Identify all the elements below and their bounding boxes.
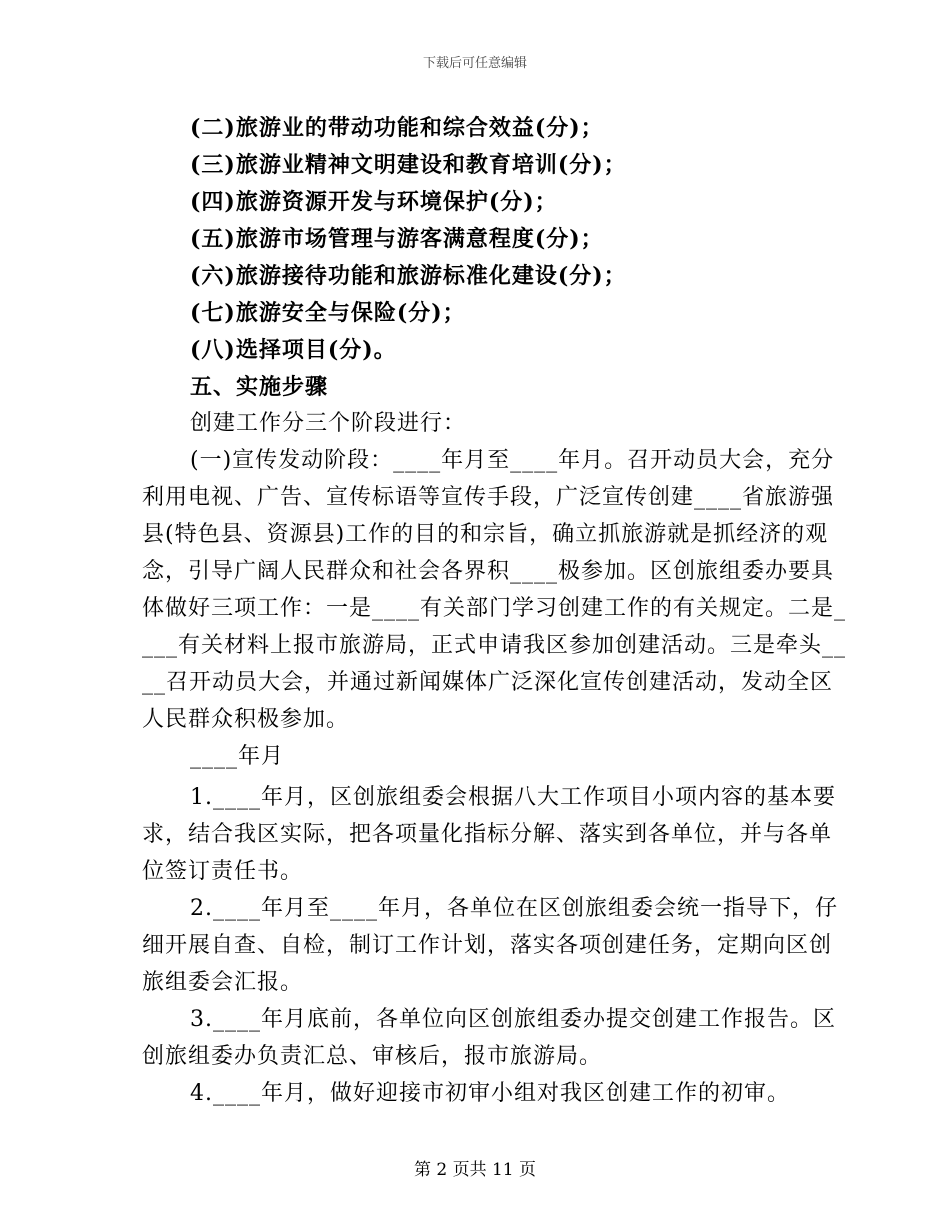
body-line: (八)选择项目(分)。 xyxy=(190,337,397,363)
body-line: 人民群众积极参加。 xyxy=(142,707,350,732)
body-line: 县(特色县、资源县)工作的目的和宗旨，确立抓旅游就是抓经济的观 xyxy=(142,522,829,547)
body-line: 求，结合我区实际，把各项量化指标分解、落实到各单位，并与各单 xyxy=(142,822,833,847)
body-line: 3.____年月底前，各单位向区创旅组委办提交创建工作报告。区 xyxy=(190,1007,836,1032)
body-line: (七)旅游安全与保险(分)； xyxy=(190,300,466,326)
body-line: (六)旅游接待功能和旅游标准化建设(分)； xyxy=(190,263,627,289)
body-line: 细开展自查、自检，制订工作计划，落实各项创建任务，定期向区创 xyxy=(142,933,833,958)
body-line: 2.____年月至____年月，各单位在区创旅组委会统一指导下，仔 xyxy=(190,896,838,921)
body-line: 创建工作分三个阶段进行： xyxy=(190,411,467,436)
body-line: 位签订责任书。 xyxy=(142,859,304,884)
page-header: 下载后可任意编辑 xyxy=(422,56,527,71)
body-line: (一)宣传发动阶段：____年月至____年月。召开动员大会，充分 xyxy=(190,448,835,473)
body-line: 创旅组委办负责汇总、审核后，报市旅游局。 xyxy=(142,1044,603,1069)
body-line: 利用电视、广告、宣传标语等宣传手段，广泛宣传创建____省旅游强 xyxy=(142,485,835,510)
body-line: (三)旅游业精神文明建设和教育培训(分)； xyxy=(190,152,627,178)
body-line: 旅组委会汇报。 xyxy=(142,970,304,995)
body-line: (五)旅游市场管理与游客满意程度(分)； xyxy=(190,226,604,252)
body-line: ____年月 xyxy=(190,744,285,769)
body-line: ___有关材料上报市旅游局，正式申请我区参加创建活动。三是牵头__ xyxy=(142,633,847,658)
body-line: 4.____年月，做好迎接市初审小组对我区创建工作的初审。 xyxy=(190,1081,790,1106)
body-line: 1.____年月，区创旅组委会根据八大工作项目小项内容的基本要 xyxy=(190,785,836,810)
body-line: (四)旅游资源开发与环境保护(分)； xyxy=(190,189,558,215)
section-heading: 五、实施步骤 xyxy=(190,374,329,400)
body-line: 体做好三项工作：一是____有关部门学习创建工作的有关规定。二是_ xyxy=(142,596,847,621)
body-line: __召开动员大会，并通过新闻媒体广泛深化宣传创建活动，发动全区 xyxy=(142,670,834,695)
body-line: 念，引导广阔人民群众和社会各界积____极参加。区创旅组委办要具 xyxy=(142,559,835,584)
page-footer: 第 2 页共 11 页 xyxy=(413,1160,537,1180)
body-line: (二)旅游业的带动功能和综合效益(分)； xyxy=(190,115,604,141)
